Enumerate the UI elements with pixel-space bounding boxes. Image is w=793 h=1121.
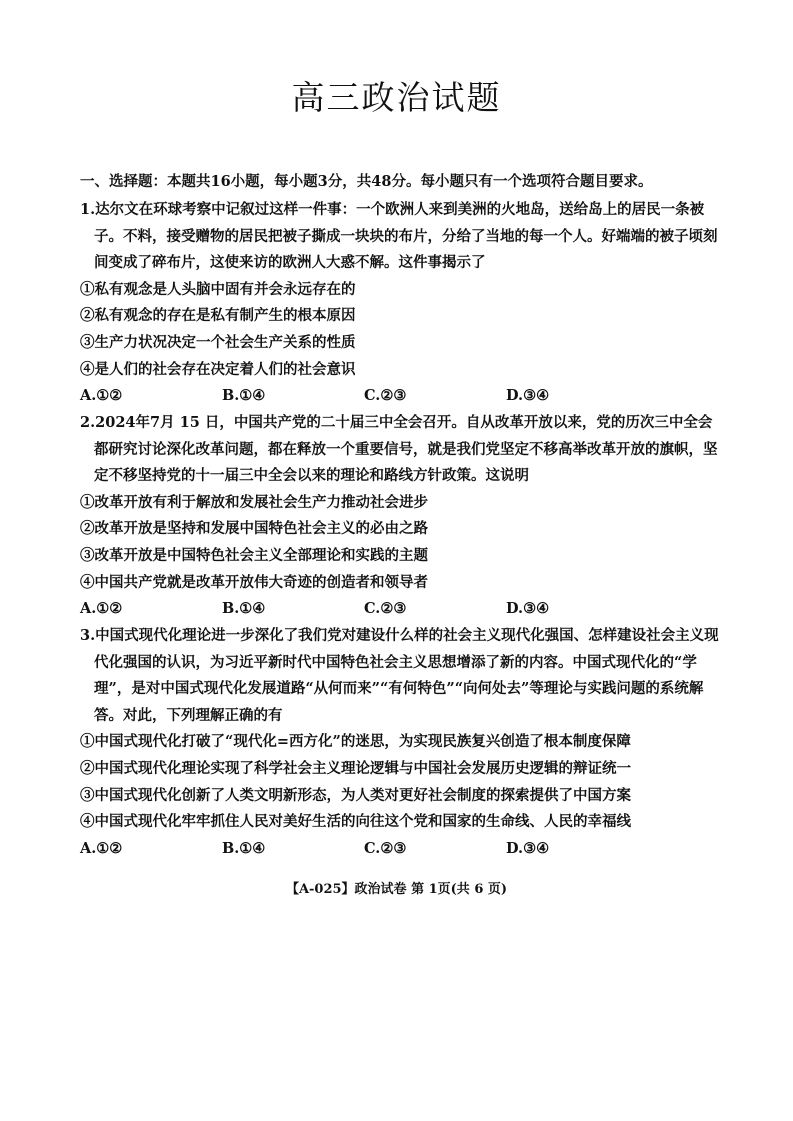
question-option: ①中国式现代化打破了“现代化=西方化”的迷思，为实现民族复兴创造了根本制度保障 — [80, 733, 631, 751]
choice-a: A.①② — [80, 839, 123, 857]
question-1 — [80, 197, 720, 410]
question-stem: 1.达尔文在环球考察中记叙过这样一件事：一个欧洲人来到美洲的火地岛，送给岛上的居民一条被子。不料，接受赠物的居民把被子撕成一块块的布片，分给了当地的每一个人。好端端的被子顷刻间变成了碎布片，这使来访的欧洲人大惑不解。这件事揭示了 — [80, 201, 718, 272]
question-option: ②中国式现代化理论实现了科学社会主义理论逻辑与中国社会发展历史逻辑的辩证统一 — [80, 759, 631, 777]
choice-c: C.②③ — [364, 600, 407, 618]
question-stem: 3.中国式现代化理论进一步深化了我们党对建设什么样的社会主义现代化强国、怎样建设社会主义现代化强国的认识，为习近平新时代中国特色社会主义思想增添了新的内容。中国式现代化的“学理”，是对中国式现代化发展道路“从何而来”“有何特色”“向何处去”等理论与实践问题的系统解答。对此，下列理解正确的有 — [80, 627, 719, 724]
question-option: ③改革开放是中国特色社会主义全部理论和实践的主题 — [80, 546, 428, 564]
question-option: ②私有观念的存在是私有制产生的根本原因 — [80, 307, 356, 325]
question-stem: 2.2024年7月 15 日，中国共产党的二十届三中全会召开。自从改革开放以来，党的历次三中全会都研究讨论深化改革问题，都在释放一个重要信号，就是我们党坚定不移高举改革开放的旗帜，坚定不移坚持党的十一届三中全会以来的理论和路线方针政策。这说明 — [80, 414, 718, 485]
choice-c: C.②③ — [364, 387, 407, 405]
question-option: ③生产力状况决定一个社会生产关系的性质 — [80, 333, 356, 351]
choice-d: D.③④ — [506, 600, 550, 618]
choice-a: A.①② — [80, 387, 123, 405]
question-3 — [80, 623, 720, 862]
question-option: ④是人们的社会存在决定着人们的社会意识 — [80, 360, 356, 378]
page-title: 高三政治试题 — [291, 78, 502, 117]
choice-d: D.③④ — [506, 387, 550, 405]
question-2 — [80, 410, 720, 623]
page-footer: 【A-025】政治试卷 第 1页(共 6 页) — [285, 882, 508, 897]
choice-c: C.②③ — [364, 839, 407, 857]
answer-choices — [80, 596, 720, 623]
section-header: 一、选择题：本题共16小题，每小题3分，共48分。每小题只有一个选项符合题目要求。 — [80, 173, 653, 190]
choice-a: A.①② — [80, 600, 123, 618]
question-option: ①私有观念是人头脑中固有并会永远存在的 — [80, 280, 356, 298]
answer-choices — [80, 383, 720, 410]
choice-b: B.①④ — [222, 839, 266, 857]
answer-choices — [80, 836, 720, 863]
choice-b: B.①④ — [222, 600, 266, 618]
question-option: ③中国式现代化创新了人类文明新形态，为人类对更好社会制度的探索提供了中国方案 — [80, 786, 631, 804]
choice-d: D.③④ — [506, 839, 550, 857]
question-option: ④中国共产党就是改革开放伟大奇迹的创造者和领导者 — [80, 573, 428, 591]
question-option: ①改革开放有利于解放和发展社会生产力推动社会进步 — [80, 493, 428, 511]
question-option: ②改革开放是坚持和发展中国特色社会主义的必由之路 — [80, 520, 428, 538]
choice-b: B.①④ — [222, 387, 266, 405]
question-option: ④中国式现代化牢牢抓住人民对美好生活的向往这个党和国家的生命线、人民的幸福线 — [80, 813, 631, 831]
